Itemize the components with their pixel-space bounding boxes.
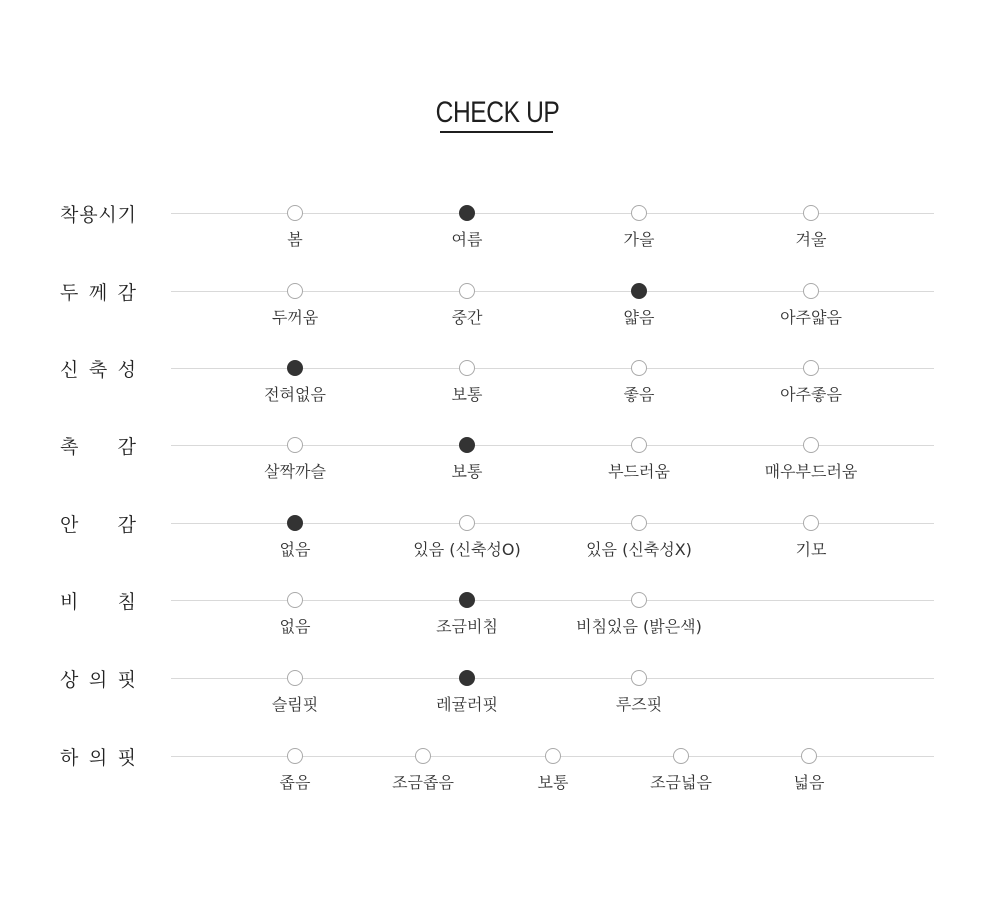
option-label: 겨울 — [795, 230, 827, 249]
radio-empty-icon[interactable] — [287, 205, 303, 221]
radio-empty-icon[interactable] — [415, 748, 431, 764]
row-label-char: 촉 — [60, 435, 79, 458]
radio-empty-icon[interactable] — [631, 437, 647, 453]
option-label: 보통 — [451, 462, 483, 481]
option-label: 레귤러핏 — [436, 695, 498, 714]
option-label: 좁음 — [279, 773, 311, 792]
row-label-char: 용 — [79, 203, 98, 226]
option-label: 두꺼움 — [271, 308, 319, 327]
radio-empty-icon[interactable] — [803, 205, 819, 221]
option-label: 보통 — [537, 773, 569, 792]
option-label: 넓음 — [793, 773, 825, 792]
row-label — [60, 277, 136, 305]
radio-empty-icon[interactable] — [631, 592, 647, 608]
option-label: 비침있음 (밝은색) — [576, 617, 702, 636]
option-label: 없음 — [279, 617, 311, 636]
row-label-char: 께 — [88, 281, 108, 304]
radio-selected-icon[interactable] — [459, 592, 475, 608]
radio-empty-icon[interactable] — [631, 515, 647, 531]
checkup-row — [0, 435, 995, 505]
row-label — [60, 431, 136, 459]
row-track-line — [171, 523, 934, 524]
row-label — [60, 742, 136, 770]
radio-selected-icon[interactable] — [459, 205, 475, 221]
radio-empty-icon[interactable] — [803, 437, 819, 453]
option-label: 부드러움 — [608, 462, 670, 481]
row-label-char: 핏 — [117, 668, 136, 691]
option-label: 조금좁음 — [392, 773, 454, 792]
row-label-char: 상 — [60, 668, 79, 691]
row-label-char: 의 — [88, 668, 108, 691]
radio-empty-icon[interactable] — [803, 515, 819, 531]
radio-empty-icon[interactable] — [631, 205, 647, 221]
row-track-line — [171, 368, 934, 369]
radio-empty-icon[interactable] — [287, 670, 303, 686]
row-track-line — [171, 213, 934, 214]
option-label: 중간 — [451, 308, 483, 327]
row-label-char: 기 — [117, 203, 136, 226]
checkup-row — [0, 590, 995, 660]
row-label-char: 감 — [117, 435, 136, 458]
radio-selected-icon[interactable] — [631, 283, 647, 299]
option-label: 좋음 — [623, 385, 655, 404]
radio-empty-icon[interactable] — [803, 283, 819, 299]
option-label: 조금비침 — [436, 617, 498, 636]
title-underline — [440, 131, 553, 133]
option-label: 있음 (신축성X) — [586, 540, 692, 559]
option-label: 조금넓음 — [650, 773, 712, 792]
row-label — [60, 199, 136, 227]
option-label: 매우부드러움 — [764, 462, 858, 481]
option-label: 얇음 — [623, 308, 655, 327]
row-label-char: 핏 — [117, 746, 136, 769]
radio-empty-icon[interactable] — [673, 748, 689, 764]
radio-empty-icon[interactable] — [459, 283, 475, 299]
option-label: 여름 — [451, 230, 483, 249]
option-label: 살짝까슬 — [264, 462, 326, 481]
option-label: 있음 (신축성O) — [413, 540, 521, 559]
radio-empty-icon[interactable] — [801, 748, 817, 764]
checkup-row — [0, 746, 995, 816]
row-label-char: 안 — [60, 513, 79, 536]
option-label: 가을 — [623, 230, 655, 249]
row-label-char: 성 — [117, 358, 136, 381]
radio-empty-icon[interactable] — [287, 283, 303, 299]
row-label-char: 시 — [98, 203, 117, 226]
option-label: 아주좋음 — [780, 385, 842, 404]
row-track-line — [171, 678, 934, 679]
row-label-char: 비 — [60, 590, 79, 613]
row-label-char: 감 — [117, 281, 136, 304]
checkup-row — [0, 513, 995, 583]
radio-selected-icon[interactable] — [287, 360, 303, 376]
radio-empty-icon[interactable] — [803, 360, 819, 376]
option-label: 봄 — [287, 230, 303, 249]
radio-empty-icon[interactable] — [545, 748, 561, 764]
radio-empty-icon[interactable] — [287, 592, 303, 608]
radio-selected-icon[interactable] — [459, 437, 475, 453]
option-label: 아주얇음 — [780, 308, 842, 327]
checkup-row — [0, 203, 995, 273]
checkup-row — [0, 668, 995, 738]
option-label: 기모 — [795, 540, 827, 559]
row-label — [60, 354, 136, 382]
row-label-char: 의 — [88, 746, 108, 769]
radio-empty-icon[interactable] — [287, 437, 303, 453]
row-label-char: 침 — [117, 590, 136, 613]
option-label: 루즈핏 — [615, 695, 663, 714]
row-label-char: 축 — [88, 358, 108, 381]
row-label-char: 두 — [60, 281, 79, 304]
row-track-line — [171, 600, 934, 601]
radio-empty-icon[interactable] — [631, 360, 647, 376]
option-label: 보통 — [451, 385, 483, 404]
row-track-line — [171, 445, 934, 446]
row-label — [60, 664, 136, 692]
radio-empty-icon[interactable] — [459, 515, 475, 531]
row-label-char: 하 — [60, 746, 79, 769]
option-label: 전혀없음 — [264, 385, 326, 404]
row-label-char: 감 — [117, 513, 136, 536]
page-title: CHECK UP — [435, 96, 560, 129]
row-label — [60, 586, 136, 614]
option-label: 없음 — [279, 540, 311, 559]
row-track-line — [171, 291, 934, 292]
checkup-row — [0, 358, 995, 428]
radio-empty-icon[interactable] — [459, 360, 475, 376]
row-label-char: 신 — [60, 358, 79, 381]
radio-empty-icon[interactable] — [287, 748, 303, 764]
radio-empty-icon[interactable] — [631, 670, 647, 686]
row-label — [60, 509, 136, 537]
radio-selected-icon[interactable] — [287, 515, 303, 531]
option-label: 슬림핏 — [271, 695, 319, 714]
row-label-char: 착 — [60, 203, 79, 226]
radio-selected-icon[interactable] — [459, 670, 475, 686]
checkup-row — [0, 281, 995, 351]
